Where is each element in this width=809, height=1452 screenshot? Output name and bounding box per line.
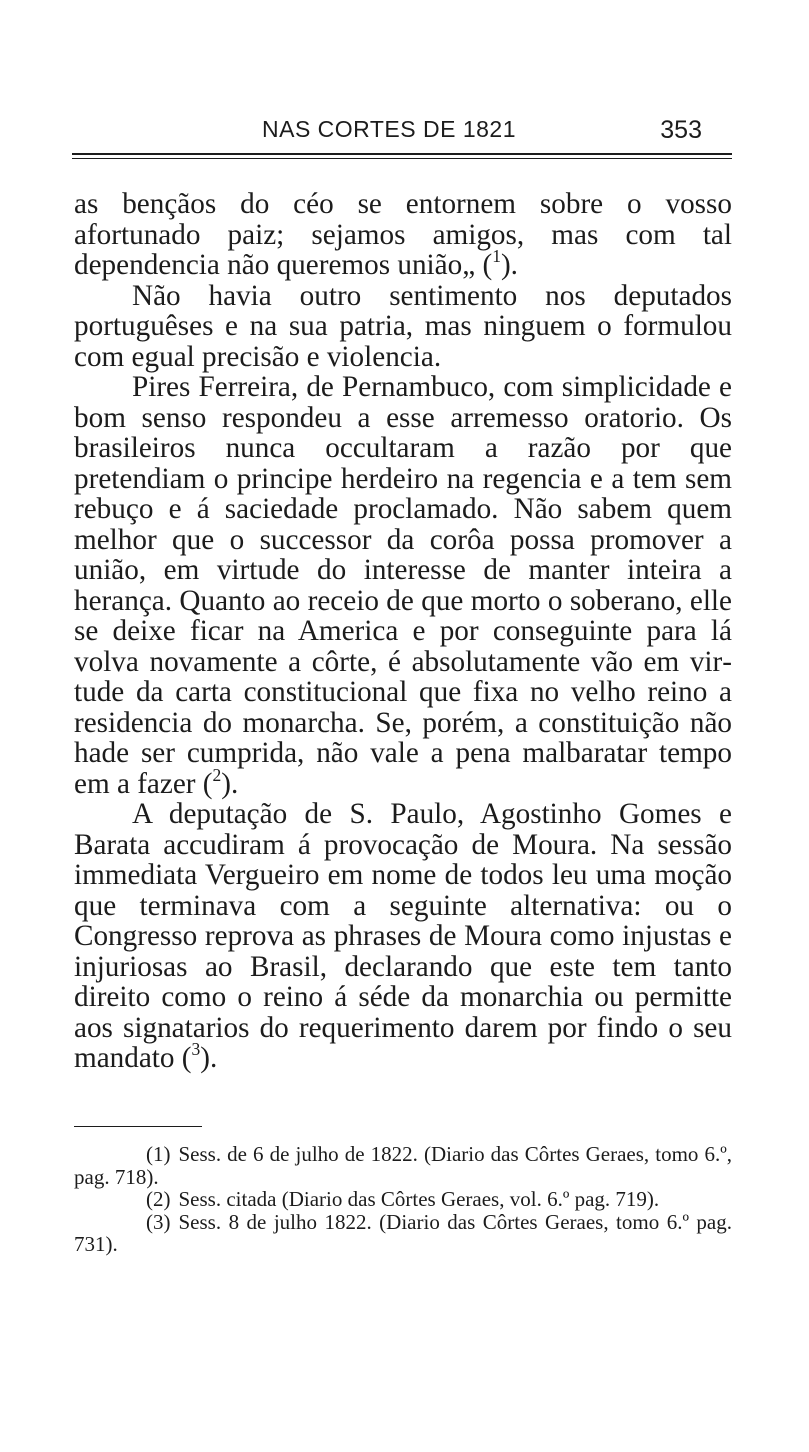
paragraph <box>74 281 732 373</box>
footnote <box>74 1211 732 1256</box>
paragraph <box>74 799 732 1074</box>
footnotes <box>74 1143 732 1256</box>
header-rule-thin <box>72 158 732 159</box>
paragraph-tail: ). <box>200 1042 218 1074</box>
footnote-text: Sess. citada (Diario das Côrtes Geraes, vol. 6.º pag. 719). <box>178 1187 660 1211</box>
running-title: NAS CORTES DE 1821 <box>262 116 517 142</box>
footnote-reference[interactable]: 3 <box>191 1038 201 1059</box>
paragraph-tail: ). <box>500 249 518 281</box>
footnote-mark: (3) <box>146 1209 171 1234</box>
footnote-reference[interactable]: 1 <box>492 245 501 266</box>
paragraph-text: Não havia outro sentimento nos deputados portuguêses e na sua patria, mas ninguem o formulou com egual precisão e violencia. <box>74 279 732 373</box>
footnote-text: Sess. 8 de julho 1822. (Diario das Côrtes Geraes, tomo 6.º pag. 731). <box>74 1209 732 1256</box>
paragraph <box>74 189 732 281</box>
body-text <box>74 189 732 1074</box>
footnote-text: Sess. de 6 de julho de 1822. (Diario das Côrtes Geraes, tomo 6.º, pag. 718). <box>74 1142 732 1189</box>
page-header <box>72 116 732 152</box>
footnote <box>74 1143 732 1188</box>
paragraph-text: Pires Ferreira, de Pernambuco, com simplicidade e bom senso respondeu a esse arremesso oratorio. Os brasileiros nunca occultaram a razão por que pretendiam o principe herdeiro na regencia e a tem sem rebuço e á saciedade proclamado. Não sabem quem melhor que o successor da corôa possa promover a união, em virtude do interesse de manter inteira a herança. Quanto ao receio de que morto o soberano, elle se deixe ficar na America e por conseguinte para lá volva novamente a côrte, é absolutamente vão em virtude da carta constitucional que fixa no velho reino a residencia do monarcha. Se, porém, a constituição não hade ser cumprida, não vale a pena malbaratar tempo em a fazer ( <box>74 371 732 800</box>
paragraph-tail: ). <box>221 767 239 800</box>
footnote-reference[interactable]: 2 <box>212 764 222 785</box>
footnote-mark: (2) <box>146 1187 171 1211</box>
paragraph-text: A deputação de S. Paulo, Agostinho Gomes e Barata accudiram á provocação de Moura. Na sessão immediata Vergueiro em nome de todos leu uma moção que terminava com a seguinte alternativa: ou o Congresso reprova as phrases de Moura como injustas e injuriosas ao Brasil, declarando que este tem tanto direito como o reino á séde da monarchia ou permitte aos signatarios do requerimento darem por findo o seu mandato ( <box>74 798 732 1074</box>
footnote-mark: (1) <box>146 1142 171 1166</box>
paragraph-text: as bençãos do céo se entornem sobre o vosso afortunado paiz; sejamos amigos, mas com tal dependencia não queremos união„ ( <box>74 188 732 281</box>
header-rule-thick <box>72 153 732 155</box>
page-number: 353 <box>660 116 702 144</box>
paragraph <box>74 372 732 799</box>
footnote <box>74 1188 732 1211</box>
footnote-separator <box>74 1126 202 1127</box>
